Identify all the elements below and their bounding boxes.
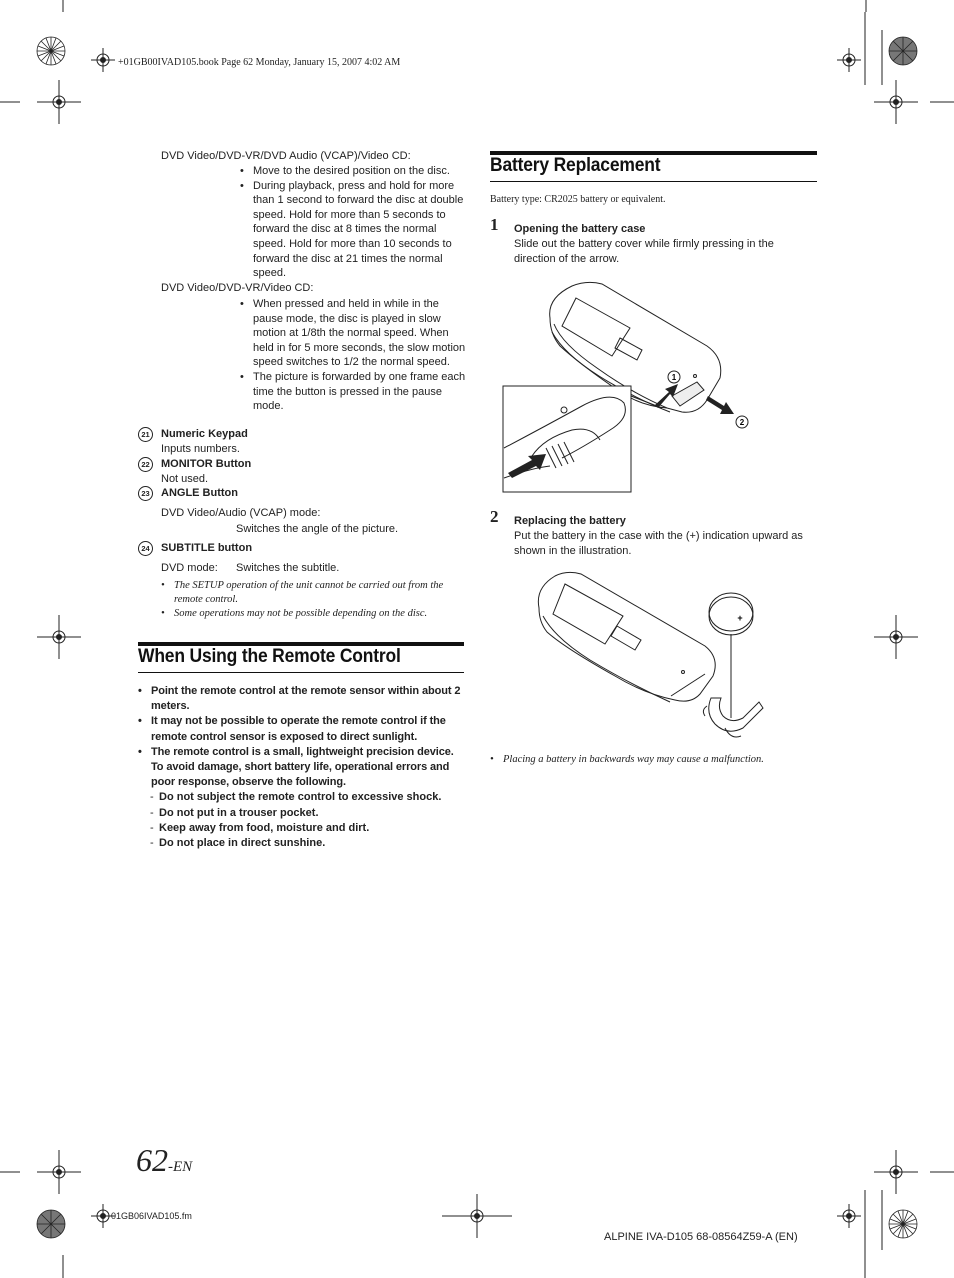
page-number bbox=[136, 1140, 192, 1187]
callout-1: 1 bbox=[671, 373, 677, 382]
item-desc: Switches the angle of the picture. bbox=[236, 523, 399, 536]
item-number: 23 bbox=[138, 486, 153, 501]
file-name: 01GB06IVAD105.fm bbox=[111, 1211, 192, 1221]
item-desc: Inputs numbers. bbox=[161, 442, 240, 455]
list-item: • When pressed and held in while in the pause mode, the disc is played in slow motion at 1/8th the normal speed. When held in for 5 more seconds, the slow motion speed switches to 1/2 the normal speed. bbox=[240, 297, 466, 370]
item-monitor-button bbox=[138, 457, 468, 486]
step1-text: Slide out the battery cover while firmly pressing in the direction of the arrow. bbox=[514, 238, 774, 265]
remote-section-title: When Using the Remote Control bbox=[138, 646, 401, 667]
item-number: 22 bbox=[138, 457, 153, 472]
list-item: - Keep away from food, moisture and dirt. bbox=[150, 821, 468, 836]
item-angle-button bbox=[138, 486, 468, 537]
step2-title: Replacing the battery bbox=[514, 515, 626, 527]
page-number-value: 62 bbox=[136, 1142, 168, 1178]
battery-section-title: Battery Replacement bbox=[490, 155, 661, 176]
section-rule-bottom bbox=[490, 181, 817, 182]
dvd-vr-label: DVD Video/DVD-VR/Video CD: bbox=[161, 282, 314, 294]
item-title: MONITOR Button bbox=[161, 458, 252, 470]
book-info: +01GB00IVAD105.book Page 62 Monday, January 15, 2007 4:02 AM bbox=[118, 57, 401, 68]
item-title: SUBTITLE button bbox=[161, 542, 253, 554]
item-desc: Not used. bbox=[161, 472, 209, 485]
page-number-suffix: -EN bbox=[168, 1159, 193, 1175]
step-number: 1 bbox=[490, 215, 499, 234]
item-number: 24 bbox=[138, 541, 153, 556]
battery-replacement-illustration bbox=[535, 568, 775, 748]
list-item: • The remote control is a small, lightweight precision device. To avoid damage, short battery life, operational errors and poor response, observe the following. bbox=[138, 745, 468, 791]
dvd-all-bullets bbox=[240, 164, 466, 281]
item-title: Numeric Keypad bbox=[161, 428, 248, 440]
list-item: - Do not place in direct sunshine. bbox=[150, 836, 468, 851]
step2-text: Put the battery in the case with the (+) indication upward as shown in the illustration. bbox=[514, 530, 803, 557]
slide-arrow-icon bbox=[706, 396, 734, 414]
note-item: • Placing a battery in backwards way may cause a malfunction. bbox=[490, 753, 820, 767]
item-desc: Switches the subtitle. bbox=[236, 561, 340, 574]
step-number: 2 bbox=[490, 507, 499, 526]
item-number: 21 bbox=[138, 427, 153, 442]
list-item: - Do not put in a trouser pocket. bbox=[150, 806, 468, 821]
battery-note bbox=[490, 753, 820, 767]
list-item: • It may not be possible to operate the remote control if the remote control sensor is exposed to direct sunlight. bbox=[138, 714, 468, 744]
item-title: ANGLE Button bbox=[161, 487, 238, 499]
item-mode: DVD mode: bbox=[161, 561, 218, 574]
remote-section-body bbox=[138, 684, 468, 851]
step1-title: Opening the battery case bbox=[514, 223, 646, 235]
list-item: - Do not subject the remote control to excessive shock. bbox=[150, 790, 468, 805]
battery-type-text: Battery type: CR2025 battery or equivalent. bbox=[490, 194, 666, 205]
item-subtitle-button bbox=[138, 541, 468, 576]
section-rule-bottom bbox=[138, 672, 464, 673]
list-item: • Point the remote control at the remote sensor within about 2 meters. bbox=[138, 684, 468, 714]
note-item: • The SETUP operation of the unit cannot be carried out from the remote control. bbox=[161, 579, 467, 607]
item-mode: DVD Video/Audio (VCAP) mode: bbox=[161, 506, 321, 519]
notes-list bbox=[161, 579, 467, 621]
list-item: • The picture is forwarded by one frame each time the button is pressed in the pause mode. bbox=[240, 370, 466, 414]
product-code: ALPINE IVA-D105 68-08564Z59-A (EN) bbox=[604, 1231, 798, 1243]
dvd-vr-bullets bbox=[240, 297, 466, 414]
list-item: • During playback, press and hold for more than 1 second to forward the disc at double speed. Hold for more than 5 seconds to forward the disc at 8 times the normal speed. Hold for more than 10 seconds to forward the disc at 21 times the normal speed. bbox=[240, 179, 466, 281]
item-numeric-keypad bbox=[138, 427, 468, 456]
remote-opening-illustration bbox=[502, 278, 762, 494]
battery-plus-mark: + bbox=[737, 613, 743, 623]
list-item: • Move to the desired position on the disc. bbox=[240, 164, 466, 179]
callout-2: 2 bbox=[739, 418, 745, 427]
note-item: • Some operations may not be possible depending on the disc. bbox=[161, 607, 467, 621]
dvd-all-label: DVD Video/DVD-VR/DVD Audio (VCAP)/Video CD: bbox=[161, 150, 411, 162]
